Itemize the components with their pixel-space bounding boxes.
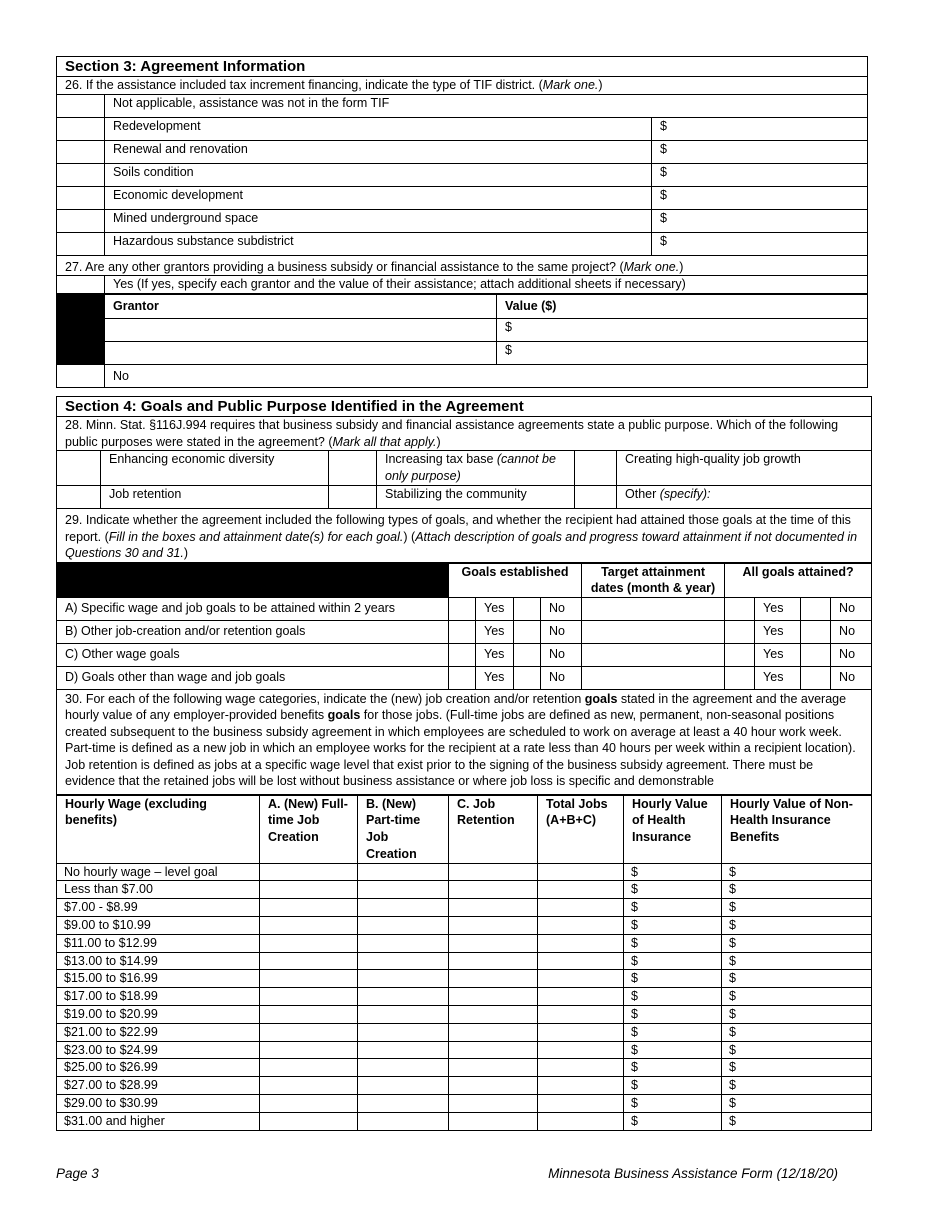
fulltime-field[interactable] bbox=[260, 1006, 358, 1024]
purpose-checkbox[interactable] bbox=[329, 451, 377, 486]
nonhealth-value-field[interactable]: $ bbox=[722, 863, 872, 881]
nonhealth-value-field[interactable]: $ bbox=[722, 917, 872, 935]
health-value-field[interactable]: $ bbox=[624, 881, 722, 899]
retention-field[interactable] bbox=[449, 917, 538, 935]
wage-category-label: $21.00 to $22.99 bbox=[57, 1023, 260, 1041]
retention-field[interactable] bbox=[449, 863, 538, 881]
target-dates-header: Target attainment dates (month & year) bbox=[582, 563, 725, 597]
attained-yes-checkbox[interactable] bbox=[725, 597, 755, 620]
yes-label: Yes bbox=[755, 666, 801, 689]
tif-checkbox[interactable] bbox=[57, 186, 105, 209]
wage-category-label: $13.00 to $14.99 bbox=[57, 952, 260, 970]
tif-amount-field[interactable]: $ bbox=[652, 163, 868, 186]
purpose-label: Job retention bbox=[101, 486, 329, 509]
retention-field[interactable] bbox=[449, 1077, 538, 1095]
wage-table bbox=[56, 795, 872, 1131]
nonhealth-value-field[interactable]: $ bbox=[722, 970, 872, 988]
section-4 bbox=[56, 396, 871, 1131]
tif-option-label: Economic development bbox=[105, 186, 652, 209]
nonhealth-value-field[interactable]: $ bbox=[722, 1023, 872, 1041]
no-label: No bbox=[541, 620, 582, 643]
tif-option-label: Hazardous substance subdistrict bbox=[105, 232, 652, 255]
wage-row bbox=[57, 1023, 872, 1041]
established-yes-checkbox[interactable] bbox=[449, 597, 476, 620]
wage-header: Hourly Wage (excluding benefits) bbox=[57, 795, 260, 863]
established-no-checkbox[interactable] bbox=[514, 643, 541, 666]
wage-row bbox=[57, 917, 872, 935]
yes-label: Yes bbox=[476, 666, 514, 689]
wage-category-label: $17.00 to $18.99 bbox=[57, 988, 260, 1006]
fulltime-field[interactable] bbox=[260, 863, 358, 881]
parttime-field[interactable] bbox=[358, 881, 449, 899]
health-value-field[interactable]: $ bbox=[624, 1023, 722, 1041]
established-yes-checkbox[interactable] bbox=[449, 666, 476, 689]
wage-row bbox=[57, 899, 872, 917]
wage-row bbox=[57, 988, 872, 1006]
fulltime-field[interactable] bbox=[260, 1041, 358, 1059]
yes-label: Yes bbox=[476, 620, 514, 643]
page-number: Page 3 bbox=[56, 1166, 99, 1181]
retention-field[interactable] bbox=[449, 1006, 538, 1024]
nonhealth-value-field[interactable]: $ bbox=[722, 1059, 872, 1077]
retention-field[interactable] bbox=[449, 881, 538, 899]
retention-field[interactable] bbox=[449, 899, 538, 917]
purpose-label: Creating high-quality job growth bbox=[617, 451, 872, 486]
wage-row bbox=[57, 1112, 872, 1130]
health-value-field[interactable]: $ bbox=[624, 1112, 722, 1130]
health-value-field[interactable]: $ bbox=[624, 1095, 722, 1113]
fulltime-field[interactable] bbox=[260, 934, 358, 952]
nonhealth-benefits-header: Hourly Value of Non-Health Insurance Benefits bbox=[722, 795, 872, 863]
total-jobs-header: Total Jobs (A+B+C) bbox=[538, 795, 624, 863]
wage-category-label: $19.00 to $20.99 bbox=[57, 1006, 260, 1024]
nonhealth-value-field[interactable]: $ bbox=[722, 899, 872, 917]
wage-category-label: $15.00 to $16.99 bbox=[57, 970, 260, 988]
fulltime-field[interactable] bbox=[260, 881, 358, 899]
question-30: 30. For each of the following wage categories, indicate the (new) job creation and/or retention goals stated in the agreement and the average hourly value of any employer-provided benefits goals for those jobs. (Full-time jobs are defined as new, permanent, non-seasonal positions created subsequent to the business subsidy agreement in which employees are scheduled to work on average at least a 40 hour work week. Part-time is defined as a new job in which an employee works for the recipient at a rate less than 40 hours per week within a recipient location). Job retention is defined as jobs at a specific wage level that exist prior to the signing of the business subsidy agreement. There must be evidence that the retained jobs will be lost without business assistance or where job loss is specific and demonstrable bbox=[57, 689, 872, 794]
grantor-field[interactable] bbox=[105, 342, 497, 365]
established-yes-checkbox[interactable] bbox=[449, 643, 476, 666]
fulltime-field[interactable] bbox=[260, 988, 358, 1006]
parttime-field[interactable] bbox=[358, 863, 449, 881]
wage-row bbox=[57, 863, 872, 881]
fulltime-field[interactable] bbox=[260, 1095, 358, 1113]
health-value-field[interactable]: $ bbox=[624, 899, 722, 917]
tif-option-label: Not applicable, assistance was not in the form TIF bbox=[105, 94, 868, 117]
wage-row bbox=[57, 881, 872, 899]
wage-category-label: Less than $7.00 bbox=[57, 881, 260, 899]
target-date-field[interactable] bbox=[582, 643, 725, 666]
purpose-checkbox[interactable] bbox=[329, 486, 377, 509]
nonhealth-value-field[interactable]: $ bbox=[722, 1112, 872, 1130]
retention-field[interactable] bbox=[449, 1095, 538, 1113]
established-yes-checkbox[interactable] bbox=[449, 620, 476, 643]
question-27: 27. Are any other grantors providing a business subsidy or financial assistance to the same project? (Mark one.) bbox=[57, 255, 868, 276]
target-date-field[interactable] bbox=[582, 597, 725, 620]
nonhealth-value-field[interactable]: $ bbox=[722, 934, 872, 952]
established-no-checkbox[interactable] bbox=[514, 597, 541, 620]
parttime-field[interactable] bbox=[358, 934, 449, 952]
target-date-field[interactable] bbox=[582, 620, 725, 643]
fulltime-field[interactable] bbox=[260, 1059, 358, 1077]
health-value-field[interactable]: $ bbox=[624, 988, 722, 1006]
parttime-field[interactable] bbox=[358, 1041, 449, 1059]
parttime-field[interactable] bbox=[358, 1077, 449, 1095]
attained-yes-checkbox[interactable] bbox=[725, 666, 755, 689]
section-4-title: Section 4: Goals and Public Purpose Identified in the Agreement bbox=[57, 397, 872, 417]
no-label: No bbox=[541, 643, 582, 666]
tif-amount-field[interactable]: $ bbox=[652, 232, 868, 255]
wage-category-label: $23.00 to $24.99 bbox=[57, 1041, 260, 1059]
yes-label: Yes bbox=[476, 597, 514, 620]
goal-label: D) Goals other than wage and job goals bbox=[57, 666, 449, 689]
form-name: Minnesota Business Assistance Form (12/18/20) bbox=[548, 1166, 838, 1181]
parttime-header: B. (New) Part-time Job Creation bbox=[358, 795, 449, 863]
no-label: No bbox=[541, 597, 582, 620]
question-28: 28. Minn. Stat. §116J.994 requires that business subsidy and financial assistance agreements state a public purpose. Which of the following public purposes were stated in the agreement? (Mark all that apply.) bbox=[57, 417, 872, 451]
health-insurance-header: Hourly Value of Health Insurance bbox=[624, 795, 722, 863]
parttime-field[interactable] bbox=[358, 1059, 449, 1077]
purpose-label: Increasing tax base (cannot be only purpose) bbox=[377, 451, 575, 486]
parttime-field[interactable] bbox=[358, 1006, 449, 1024]
wage-row bbox=[57, 952, 872, 970]
grantor-header: Grantor bbox=[105, 295, 497, 319]
total-jobs-field[interactable] bbox=[538, 917, 624, 935]
black-fill bbox=[57, 319, 105, 342]
q27-yes-label: Yes (If yes, specify each grantor and the value of their assistance; attach additional sheets if necessary) bbox=[105, 276, 868, 294]
tif-checkbox[interactable] bbox=[57, 209, 105, 232]
nonhealth-value-field[interactable]: $ bbox=[722, 1095, 872, 1113]
health-value-field[interactable]: $ bbox=[624, 970, 722, 988]
grantor-value-field[interactable]: $ bbox=[497, 342, 868, 365]
fulltime-field[interactable] bbox=[260, 952, 358, 970]
wage-category-label: $9.00 to $10.99 bbox=[57, 917, 260, 935]
attained-no-checkbox[interactable] bbox=[801, 666, 831, 689]
yes-label: Yes bbox=[476, 643, 514, 666]
nonhealth-value-field[interactable]: $ bbox=[722, 881, 872, 899]
q27-yes-checkbox[interactable] bbox=[57, 276, 105, 294]
wage-category-label: $27.00 to $28.99 bbox=[57, 1077, 260, 1095]
total-jobs-field[interactable] bbox=[538, 952, 624, 970]
health-value-field[interactable]: $ bbox=[624, 1006, 722, 1024]
health-value-field[interactable]: $ bbox=[624, 934, 722, 952]
grantor-field[interactable] bbox=[105, 319, 497, 342]
total-jobs-field[interactable] bbox=[538, 1023, 624, 1041]
total-jobs-field[interactable] bbox=[538, 1077, 624, 1095]
parttime-field[interactable] bbox=[358, 952, 449, 970]
parttime-field[interactable] bbox=[358, 970, 449, 988]
purpose-label: Stabilizing the community bbox=[377, 486, 575, 509]
fulltime-field[interactable] bbox=[260, 1077, 358, 1095]
section-3-title: Section 3: Agreement Information bbox=[57, 57, 868, 77]
wage-category-label: $7.00 - $8.99 bbox=[57, 899, 260, 917]
attained-no-checkbox[interactable] bbox=[801, 620, 831, 643]
retention-field[interactable] bbox=[449, 1059, 538, 1077]
parttime-field[interactable] bbox=[358, 899, 449, 917]
total-jobs-field[interactable] bbox=[538, 1059, 624, 1077]
tif-checkbox[interactable] bbox=[57, 117, 105, 140]
nonhealth-value-field[interactable]: $ bbox=[722, 988, 872, 1006]
no-label: No bbox=[831, 597, 872, 620]
health-value-field[interactable]: $ bbox=[624, 1041, 722, 1059]
purpose-checkbox[interactable] bbox=[575, 486, 617, 509]
fulltime-field[interactable] bbox=[260, 917, 358, 935]
tif-checkbox[interactable] bbox=[57, 140, 105, 163]
total-jobs-field[interactable] bbox=[538, 881, 624, 899]
total-jobs-field[interactable] bbox=[538, 1006, 624, 1024]
goal-label: B) Other job-creation and/or retention goals bbox=[57, 620, 449, 643]
section-3 bbox=[56, 56, 867, 388]
nonhealth-value-field[interactable]: $ bbox=[722, 1041, 872, 1059]
goal-label: C) Other wage goals bbox=[57, 643, 449, 666]
health-value-field[interactable]: $ bbox=[624, 1059, 722, 1077]
wage-row bbox=[57, 1077, 872, 1095]
yes-label: Yes bbox=[755, 597, 801, 620]
total-jobs-field[interactable] bbox=[538, 970, 624, 988]
retention-header: C. Job Retention bbox=[449, 795, 538, 863]
retention-field[interactable] bbox=[449, 1023, 538, 1041]
parttime-field[interactable] bbox=[358, 1095, 449, 1113]
health-value-field[interactable]: $ bbox=[624, 1077, 722, 1095]
established-no-checkbox[interactable] bbox=[514, 666, 541, 689]
total-jobs-field[interactable] bbox=[538, 1041, 624, 1059]
parttime-field[interactable] bbox=[358, 1112, 449, 1130]
health-value-field[interactable]: $ bbox=[624, 952, 722, 970]
tif-checkbox[interactable] bbox=[57, 94, 105, 117]
no-label: No bbox=[541, 666, 582, 689]
established-no-checkbox[interactable] bbox=[514, 620, 541, 643]
yes-label: Yes bbox=[755, 643, 801, 666]
tif-amount-field[interactable]: $ bbox=[652, 117, 868, 140]
wage-category-label: $31.00 and higher bbox=[57, 1112, 260, 1130]
wage-row bbox=[57, 1059, 872, 1077]
purpose-checkbox[interactable] bbox=[57, 451, 101, 486]
black-fill bbox=[57, 342, 105, 365]
tif-amount-field[interactable]: $ bbox=[652, 186, 868, 209]
total-jobs-field[interactable] bbox=[538, 1112, 624, 1130]
question-29: 29. Indicate whether the agreement included the following types of goals, and whether the recipient had attained those goals at the time of this report. (Fill in the boxes and attainment date(s) for each goal.) (Attach description of goals and progress toward attainment if not documented in Questions 30 and 31.) bbox=[57, 509, 872, 563]
total-jobs-field[interactable] bbox=[538, 988, 624, 1006]
retention-field[interactable] bbox=[449, 1112, 538, 1130]
purpose-other-field[interactable]: Other (specify): bbox=[617, 486, 872, 509]
tif-option-label: Soils condition bbox=[105, 163, 652, 186]
no-label: No bbox=[831, 666, 872, 689]
attained-no-checkbox[interactable] bbox=[801, 597, 831, 620]
target-date-field[interactable] bbox=[582, 666, 725, 689]
retention-field[interactable] bbox=[449, 934, 538, 952]
grantor-value-field[interactable]: $ bbox=[497, 319, 868, 342]
fulltime-header: A. (New) Full-time Job Creation bbox=[260, 795, 358, 863]
wage-category-label: $29.00 to $30.99 bbox=[57, 1095, 260, 1113]
wage-row bbox=[57, 970, 872, 988]
attained-yes-checkbox[interactable] bbox=[725, 620, 755, 643]
purpose-checkbox[interactable] bbox=[575, 451, 617, 486]
nonhealth-value-field[interactable]: $ bbox=[722, 1006, 872, 1024]
attained-no-checkbox[interactable] bbox=[801, 643, 831, 666]
purpose-label: Enhancing economic diversity bbox=[101, 451, 329, 486]
total-jobs-field[interactable] bbox=[538, 863, 624, 881]
fulltime-field[interactable] bbox=[260, 970, 358, 988]
parttime-field[interactable] bbox=[358, 917, 449, 935]
wage-row bbox=[57, 1041, 872, 1059]
health-value-field[interactable]: $ bbox=[624, 863, 722, 881]
total-jobs-field[interactable] bbox=[538, 899, 624, 917]
tif-option-label: Mined underground space bbox=[105, 209, 652, 232]
total-jobs-field[interactable] bbox=[538, 1095, 624, 1113]
nonhealth-value-field[interactable]: $ bbox=[722, 952, 872, 970]
fulltime-field[interactable] bbox=[260, 1023, 358, 1041]
wage-category-label: $25.00 to $26.99 bbox=[57, 1059, 260, 1077]
nonhealth-value-field[interactable]: $ bbox=[722, 1077, 872, 1095]
wage-row bbox=[57, 934, 872, 952]
tif-amount-field[interactable]: $ bbox=[652, 140, 868, 163]
tif-checkbox[interactable] bbox=[57, 163, 105, 186]
goals-attained-header: All goals attained? bbox=[725, 563, 872, 597]
q27-no-checkbox[interactable] bbox=[57, 365, 105, 388]
parttime-field[interactable] bbox=[358, 1023, 449, 1041]
tif-amount-field[interactable]: $ bbox=[652, 209, 868, 232]
purpose-checkbox[interactable] bbox=[57, 486, 101, 509]
tif-checkbox[interactable] bbox=[57, 232, 105, 255]
parttime-field[interactable] bbox=[358, 988, 449, 1006]
question-26: 26. If the assistance included tax increment financing, indicate the type of TIF district. (Mark one.) bbox=[57, 77, 868, 95]
retention-field[interactable] bbox=[449, 988, 538, 1006]
fulltime-field[interactable] bbox=[260, 1112, 358, 1130]
retention-field[interactable] bbox=[449, 1041, 538, 1059]
goals-established-header: Goals established bbox=[449, 563, 582, 597]
total-jobs-field[interactable] bbox=[538, 934, 624, 952]
retention-field[interactable] bbox=[449, 970, 538, 988]
goal-label: A) Specific wage and job goals to be attained within 2 years bbox=[57, 597, 449, 620]
tif-option-label: Renewal and renovation bbox=[105, 140, 652, 163]
wage-category-label: $11.00 to $12.99 bbox=[57, 934, 260, 952]
value-header: Value ($) bbox=[497, 295, 868, 319]
tif-option-label: Redevelopment bbox=[105, 117, 652, 140]
attained-yes-checkbox[interactable] bbox=[725, 643, 755, 666]
no-label: No bbox=[831, 643, 872, 666]
wage-category-label: No hourly wage – level goal bbox=[57, 863, 260, 881]
yes-label: Yes bbox=[755, 620, 801, 643]
health-value-field[interactable]: $ bbox=[624, 917, 722, 935]
retention-field[interactable] bbox=[449, 952, 538, 970]
wage-row bbox=[57, 1006, 872, 1024]
black-fill bbox=[57, 295, 105, 319]
fulltime-field[interactable] bbox=[260, 899, 358, 917]
q27-no-label: No bbox=[105, 365, 868, 388]
wage-row bbox=[57, 1095, 872, 1113]
black-fill bbox=[57, 563, 449, 597]
no-label: No bbox=[831, 620, 872, 643]
